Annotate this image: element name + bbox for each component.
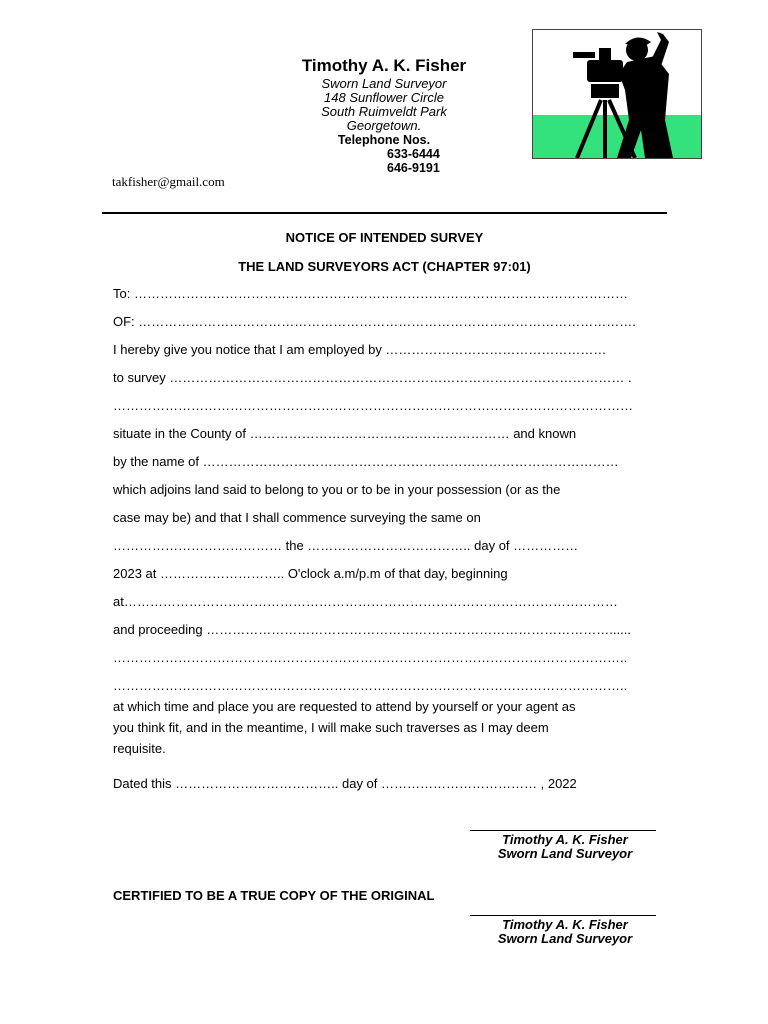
attend-text-line-1: at which time and place you are requested to attend by yourself or your agent as (113, 699, 576, 714)
surveyor-name: Timothy A. K. Fisher (301, 56, 467, 75)
to-survey-line: to survey …………………………………………………………………………………………… . (113, 370, 632, 385)
phone-number-1: 633-6444 (387, 147, 440, 161)
beginning-at-line: at…………………………………………………………………………………………………… (113, 594, 618, 609)
to-line: To: …………………………………………………………………………………………………… (113, 286, 628, 301)
header-divider (102, 212, 667, 214)
certified-copy-text: CERTIFIED TO BE A TRUE COPY OF THE ORIGINAL (113, 888, 435, 903)
surveyor-with-theodolite-icon (533, 30, 701, 158)
notice-title: NOTICE OF INTENDED SURVEY (285, 230, 484, 245)
name-of-land-line: by the name of …………………………………………………………………………………… (113, 454, 619, 469)
of-line: OF: ……………………………………………………………………………………………………. (113, 314, 636, 329)
time-line: 2023 at ……………………….. O'clock a.m/p.m of that day, beginning (113, 566, 508, 581)
surveyor-logo (532, 29, 702, 159)
address-line-area: South Ruimveldt Park (321, 104, 447, 119)
email-address: takfisher@gmail.com (112, 174, 225, 189)
address-line-street: 148 Sunflower Circle (324, 90, 444, 105)
signature-line-1 (470, 830, 656, 831)
attend-text-line-2: you think fit, and in the meantime, I will make such traverses as I may deem (113, 720, 549, 735)
dated-line: Dated this ……………………………….. day of ……………………………… , 2022 (113, 776, 577, 791)
employed-by-line: I hereby give you notice that I am employed by …………………………………………… (113, 342, 607, 357)
signature-2-name: Timothy A. K. Fisher (502, 917, 628, 932)
signature-line-2 (470, 915, 656, 916)
commence-text-line: case may be) and that I shall commence surveying the same on (113, 510, 481, 525)
proceeding-continuation-line-1: ……………………………………………………………………………………………………….. (113, 650, 628, 665)
attend-text-line-3: requisite. (113, 741, 166, 756)
phone-number-2: 646-9191 (387, 161, 440, 175)
county-line: situate in the County of …………………………………………………… and known (113, 426, 577, 441)
date-fill-line: ………………………………… the ……………………………….. day of …………… (113, 538, 579, 553)
signature-2-title: Sworn Land Surveyor (497, 931, 633, 946)
survey-continuation-line: ………………………………………………………………………………………………………… (113, 398, 633, 413)
telephone-label: Telephone Nos. (337, 133, 431, 147)
proceeding-line: and proceeding …………………………………………………………………………………...... (113, 622, 631, 637)
proceeding-continuation-line-2: ……………………………………………………………………………………………………….. (113, 678, 628, 693)
address-line-city: Georgetown. (346, 118, 422, 133)
address-line-title: Sworn Land Surveyor (321, 76, 447, 91)
adjoins-text-line: which adjoins land said to belong to you or to be in your possession (or as the (113, 482, 561, 497)
signature-1-name: Timothy A. K. Fisher (502, 832, 628, 847)
act-title: THE LAND SURVEYORS ACT (CHAPTER 97:01) (238, 259, 531, 274)
signature-1-title: Sworn Land Surveyor (497, 846, 633, 861)
